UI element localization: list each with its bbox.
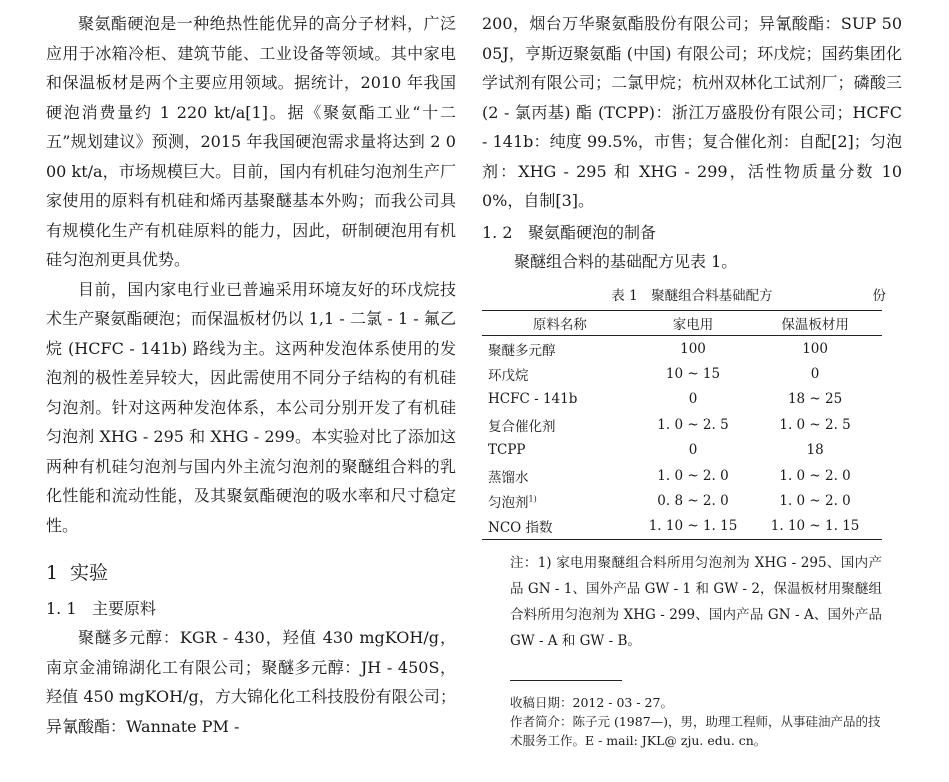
preparation-paragraph: 聚醚组合料的基础配方见表 1。 [514, 251, 738, 271]
table-footnote-mark: 1) [528, 494, 537, 504]
table-row [482, 412, 882, 437]
table-cell: 18 ~ 25 [787, 391, 843, 408]
table-note: 注：1) 家电用聚醚组合料所用匀泡剂为 XHG - 295、国内产品 GN - 1、国外产品 GW - 1 和 GW - 2，保温板材用聚醚组合料所用匀泡剂为 XHG - 299、国内产品 GN - A、国外产品 GW - A 和 GW - B。 [510, 555, 882, 650]
intro-paragraph-2: 目前，国内家电行业已普遍采用环境友好的环戊烷技术生产聚氨酯硬泡；而保温板材仍以 1,1 - 二氯 - 1 - 氟乙烷 (HCFC - 141b) 路线为主。这两种发泡体系使用的发泡剂的极性差异较大，因此需使用不同分子结构的有机硅匀泡剂。针对这两种发泡体系，本公司分别开发了有机硅匀泡剂 XHG - 295 和 XHG - 299。本实验对比了添加这两种有机硅匀泡剂与国内外主流匀泡剂的聚醚组合料的乳化性能和流动性能，及其聚氨酯硬泡的吸水率和尺寸稳定性。 [46, 279, 456, 535]
section-heading-experiment [46, 558, 456, 588]
table-row [482, 488, 882, 513]
table-cell: 环戊烷 [488, 368, 529, 385]
footnote-divider [510, 680, 622, 681]
table-cell: 10 ~ 15 [665, 366, 721, 383]
table-cell: 1. 10 ~ 1. 15 [648, 518, 738, 535]
right-column [482, 0, 902, 750]
subsection-heading-materials [46, 594, 456, 623]
subsection-heading-preparation [482, 218, 902, 247]
subsection-title: 聚氨酯硬泡的制备 [528, 222, 657, 242]
table-cell: 聚醚多元醇 [488, 342, 556, 359]
table-row [482, 336, 882, 362]
table-caption [482, 286, 902, 306]
author-info: 作者简介：陈子元 (1987—)，男，助理工程师，从事硅油产品的技术服务工作。E - mail: JKL@ zju. edu. cn。 [510, 714, 881, 749]
subsection-number: 1. 1 [46, 599, 77, 618]
table-cell: 100 [802, 340, 828, 357]
table-title: 表 1 聚醚组合料基础配方 [611, 288, 773, 304]
intro-paragraph-1: 聚氨酯硬泡是一种绝热性能优异的高分子材料，广泛应用于冰箱冷柜、建筑节能、工业设备等领域。其中家电和保温板材是两个主要应用领域。据统计，2010 年我国硬泡消费量约 1 220 kt/a[1]。据《聚氨酯工业“十二五”规划建议》预测，2015 年我国硬泡需求量将达到 2 000 kt/a，市场规模巨大。目前，国内有机硅匀泡剂生产厂家使用的原料有机硅和烯丙基聚醚基本外购；而我公司具有规模化生产有机硅原料的能力，因此，研制硬泡用有机硅匀泡剂更具优势。 [46, 14, 456, 269]
table-header-cell: 原料名称 [482, 311, 638, 336]
table-cell: 1. 10 ~ 1. 15 [770, 518, 860, 535]
table-row [482, 361, 882, 386]
table-cell: 18 [806, 442, 824, 459]
table-cell: 复合催化剂 [488, 418, 556, 435]
table-cell [482, 488, 638, 513]
subsection-number: 1. 2 [482, 222, 513, 242]
table-cell: 1. 0 ~ 2. 5 [779, 416, 851, 433]
table-cell: 蒸馏水 [488, 469, 529, 486]
table-row [482, 387, 882, 412]
table-row [482, 438, 882, 463]
table-cell: HCFC - 141b [488, 391, 578, 408]
received-date: 收稿日期：2012 - 03 - 27。 [510, 695, 673, 711]
table-cell: 0. 8 ~ 2. 0 [657, 493, 729, 510]
table-cell: 0 [688, 442, 698, 459]
subsection-title: 主要原料 [92, 599, 157, 618]
table-unit: 份 [872, 288, 886, 304]
table-row [482, 463, 882, 488]
table-cell: 100 [680, 340, 706, 357]
table-header-cell: 保温板材用 [748, 311, 882, 336]
table-cell: 1. 0 ~ 2. 0 [657, 467, 729, 484]
formulation-table [482, 310, 882, 540]
table-header-row [482, 311, 882, 336]
table-cell: 1. 0 ~ 2. 5 [657, 416, 729, 433]
table-cell: 1. 0 ~ 2. 0 [779, 493, 851, 510]
left-column [46, 0, 456, 741]
table-cell: 1. 0 ~ 2. 0 [779, 467, 851, 484]
section-title: 实验 [70, 562, 109, 584]
table-cell-text: 匀泡剂 [488, 495, 529, 512]
section-number: 1 [46, 562, 59, 584]
table-cell: TCPP [488, 442, 526, 459]
materials-paragraph: 聚醚多元醇：KGR - 430，羟值 430 mgKOH/g，南京金浦锦湖化工有限公司；聚醚多元醇：JH - 450S，羟值 450 mgKOH/g，方大锦化化工科技股份有限公司；异氰酸酯：Wannate PM - [46, 628, 456, 736]
table-cell: 0 [810, 366, 820, 383]
materials-paragraph-continued: 200，烟台万华聚氨酯股份有限公司；异氰酸酯：SUP 5005J，亨斯迈聚氨酯 (中国) 有限公司；环戊烷；国药集团化学试剂有限公司；二氯甲烷；杭州双林化工试剂厂；磷酸三 (2 - 氯丙基) 酯 (TCPP)：浙江万盛股份有限公司；HCFC - 141b：纯度 99.5%，市售；复合催化剂：自配[2]；匀泡剂：XHG - 295 和 XHG - 299，活性物质量分数 100%，自制[3]。 [482, 14, 902, 210]
table-header-cell: 家电用 [638, 311, 748, 336]
table-cell: NCO 指数 [488, 520, 553, 537]
table-row [482, 514, 882, 540]
table-cell: 0 [688, 391, 698, 408]
